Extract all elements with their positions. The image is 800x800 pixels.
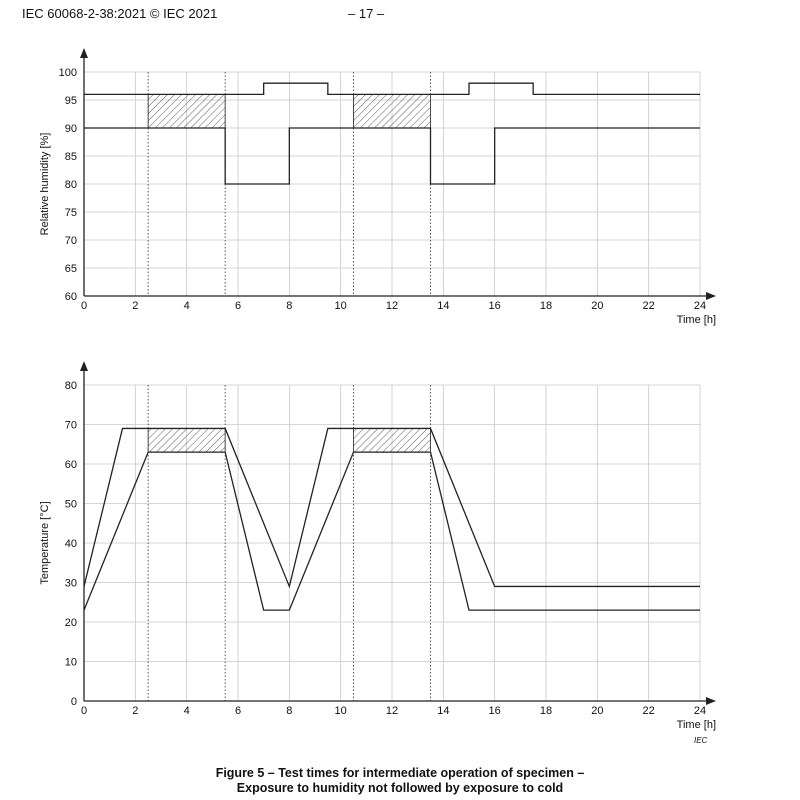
x-tick-label: 14 bbox=[437, 300, 450, 312]
hatched-region-0 bbox=[148, 428, 225, 452]
figure-caption-line-2: Exposure to humidity not followed by exposure to cold bbox=[236, 781, 564, 795]
x-tick-label: 0 bbox=[80, 300, 88, 312]
x-tick-label: 12 bbox=[385, 705, 399, 717]
y-tick-label: 10 bbox=[64, 656, 77, 669]
humidity-chart bbox=[39, 48, 716, 326]
y-axis-arrow bbox=[80, 48, 88, 58]
y-tick-label: 60 bbox=[64, 459, 77, 471]
x-tick-label: 8 bbox=[286, 705, 293, 717]
hatched-region-1 bbox=[354, 428, 431, 452]
page-number: – 17 – bbox=[348, 6, 385, 21]
x-tick-label: 20 bbox=[591, 300, 604, 312]
x-tick-label: 10 bbox=[334, 705, 347, 717]
y-axis-label: Relative humidity [%] bbox=[39, 132, 51, 236]
x-tick-label: 10 bbox=[334, 300, 347, 312]
y-tick-label: 90 bbox=[64, 123, 77, 135]
y-tick-label: 30 bbox=[64, 577, 77, 590]
x-tick-label: 14 bbox=[437, 705, 450, 717]
x-tick-label: 22 bbox=[642, 705, 655, 717]
x-tick-label: 24 bbox=[693, 705, 707, 717]
y-tick-label: 75 bbox=[64, 207, 77, 219]
x-tick-label: 18 bbox=[539, 705, 553, 717]
x-tick-label: 6 bbox=[234, 705, 242, 717]
y-tick-label: 0 bbox=[70, 696, 77, 708]
y-tick-label: 70 bbox=[64, 235, 77, 247]
hatched-region-1 bbox=[354, 94, 431, 128]
y-tick-label: 50 bbox=[64, 498, 77, 511]
x-axis-label: Time [h] bbox=[676, 719, 716, 731]
x-tick-label: 12 bbox=[385, 300, 399, 312]
header-standard-reference: IEC 60068-2-38:2021 © IEC 2021 bbox=[22, 6, 218, 21]
y-tick-label: 60 bbox=[64, 291, 77, 303]
x-tick-label: 2 bbox=[132, 705, 139, 717]
x-tick-label: 16 bbox=[488, 705, 501, 717]
x-tick-label: 20 bbox=[591, 705, 604, 717]
x-tick-label: 0 bbox=[80, 705, 88, 717]
y-tick-label: 80 bbox=[64, 380, 77, 392]
y-tick-label: 65 bbox=[64, 263, 77, 275]
x-tick-label: 16 bbox=[488, 300, 501, 312]
temperature-chart bbox=[39, 361, 716, 731]
figure-caption-line-1: Figure 5 – Test times for intermediate operation of specimen – bbox=[215, 766, 585, 780]
y-tick-label: 85 bbox=[64, 151, 77, 163]
x-axis-label: Time [h] bbox=[676, 314, 716, 326]
y-tick-label: 100 bbox=[58, 67, 77, 79]
x-tick-label: 2 bbox=[132, 300, 139, 312]
y-tick-label: 40 bbox=[64, 538, 77, 550]
x-tick-label: 8 bbox=[286, 300, 293, 312]
y-tick-label: 95 bbox=[64, 95, 77, 107]
hatched-region-0 bbox=[148, 94, 225, 128]
x-axis-arrow bbox=[706, 292, 716, 300]
x-tick-label: 6 bbox=[234, 300, 242, 312]
iec-mark: IEC bbox=[694, 736, 708, 745]
y-tick-label: 80 bbox=[64, 179, 77, 191]
x-tick-label: 18 bbox=[539, 300, 553, 312]
y-axis-arrow bbox=[80, 361, 88, 371]
x-tick-label: 22 bbox=[642, 300, 655, 312]
y-tick-label: 70 bbox=[64, 419, 77, 432]
x-tick-label: 4 bbox=[183, 300, 190, 312]
x-tick-label: 4 bbox=[183, 705, 190, 717]
y-tick-label: 20 bbox=[64, 617, 77, 629]
x-axis-arrow bbox=[706, 697, 716, 705]
y-axis-label: Temperature [°C] bbox=[39, 501, 51, 585]
x-tick-label: 24 bbox=[693, 300, 707, 312]
